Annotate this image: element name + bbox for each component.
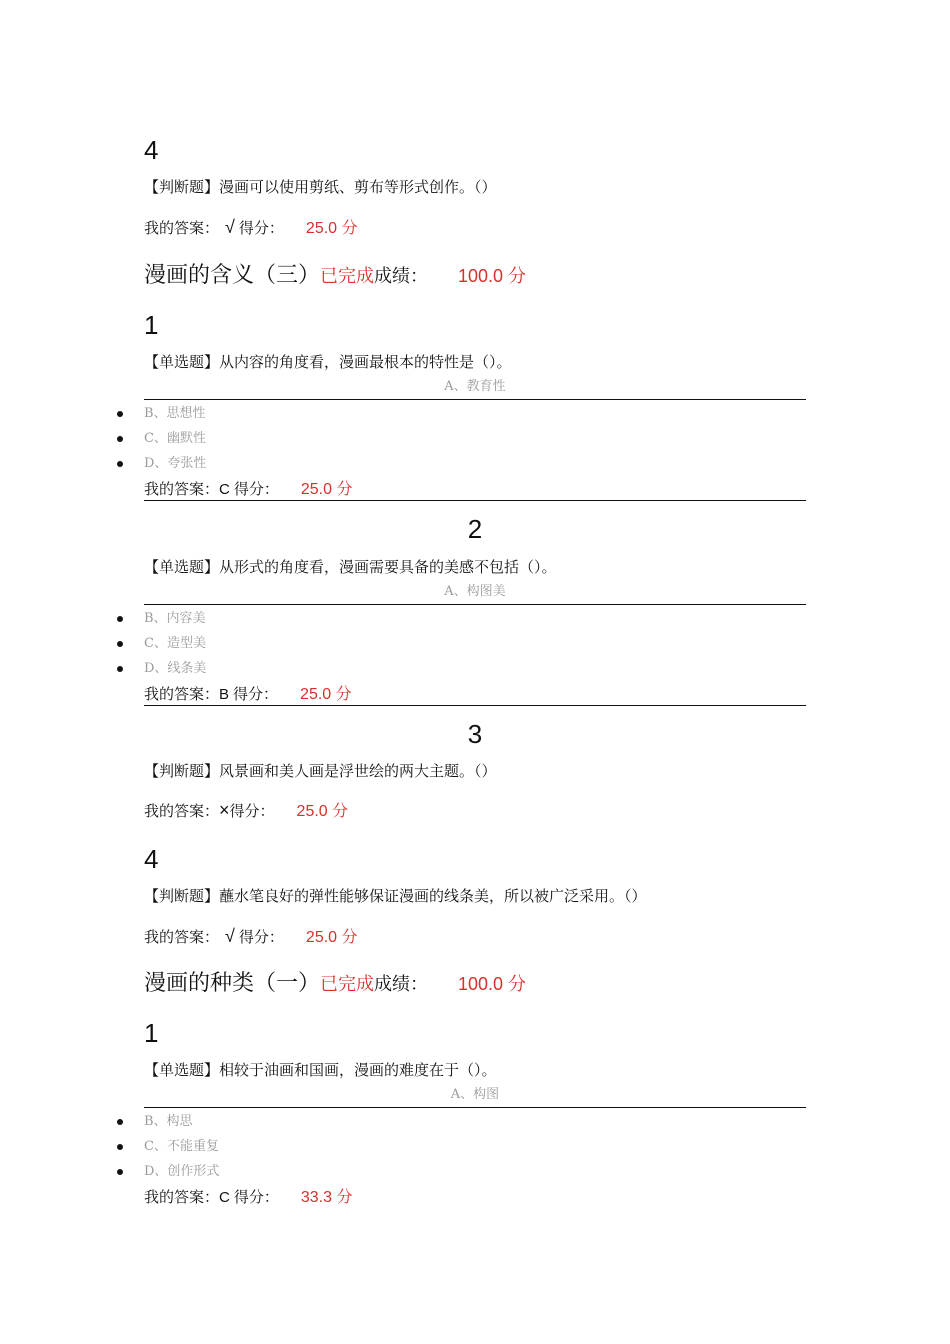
question-number: 1 — [144, 310, 159, 340]
answer-letter: C — [219, 1189, 230, 1206]
check-icon: √ — [225, 217, 235, 237]
option-c: C、不能重复 — [144, 1139, 219, 1154]
option-d: D、夸张性 — [144, 456, 207, 471]
bullet — [117, 411, 123, 417]
question-text: 【单选题】从形式的角度看，漫画需要具备的美感不包括（）。 — [144, 558, 557, 576]
section-total-score: 100.0 分 — [458, 974, 527, 994]
bullet — [117, 1169, 123, 1175]
score-value: 25.0 分 — [305, 220, 358, 237]
score-value: 25.0 分 — [305, 929, 358, 946]
answer-line — [144, 927, 358, 947]
score-value: 25.0 分 — [300, 481, 353, 498]
question-text: 【判断题】漫画可以使用剪纸、剪布等形式创作。（） — [144, 178, 497, 196]
question-text: 【判断题】风景画和美人画是浮世绘的两大主题。（） — [144, 762, 497, 780]
question-number: 4 — [144, 135, 159, 165]
answer-line — [144, 801, 348, 821]
answer-label: 我的答案： — [144, 480, 220, 498]
option-b: B、构思 — [144, 1114, 193, 1129]
divider — [144, 399, 806, 400]
question-number: 1 — [144, 1018, 159, 1048]
score-label: 得分： — [238, 219, 284, 237]
question-number: 4 — [144, 844, 159, 874]
section-heading — [144, 263, 526, 290]
divider — [144, 705, 806, 706]
bullet — [117, 641, 123, 647]
bullet — [117, 1144, 123, 1150]
option-c: C、幽默性 — [144, 431, 206, 446]
option-b: B、思想性 — [144, 406, 206, 421]
section-status: 已完成 — [320, 266, 375, 287]
score-label: 得分： — [238, 928, 284, 946]
answer-line — [144, 1188, 352, 1207]
option-d: D、创作形式 — [144, 1164, 220, 1179]
answer-label: 我的答案： — [144, 928, 220, 946]
section-total-score: 100.0 分 — [458, 266, 527, 286]
answer-letter: B — [219, 686, 230, 703]
question-number: 2 — [467, 514, 483, 544]
score-value: 33.3 分 — [300, 1189, 353, 1206]
score-value: 25.0 分 — [300, 686, 352, 703]
bullet — [117, 1119, 123, 1125]
bullet — [117, 461, 123, 467]
option-a: A、构图美 — [444, 584, 506, 599]
answer-line — [144, 480, 352, 499]
cross-icon: × — [219, 800, 230, 820]
score-label: 得分： — [229, 802, 275, 820]
bullet — [117, 666, 123, 672]
answer-label: 我的答案： — [144, 219, 220, 237]
divider — [144, 500, 806, 501]
score-label: 得分： — [233, 685, 279, 703]
answer-line — [144, 685, 352, 704]
score-label: 得分： — [233, 1188, 279, 1206]
question-text: 【单选题】从内容的角度看，漫画最根本的特性是（）。 — [144, 353, 512, 371]
section-title: 漫画的含义（三） — [144, 263, 321, 288]
option-a: A、教育性 — [444, 379, 506, 394]
score-label: 得分： — [233, 480, 279, 498]
option-d: D、线条美 — [144, 661, 207, 676]
option-c: C、造型美 — [144, 636, 206, 651]
divider — [144, 1107, 806, 1108]
check-icon: √ — [225, 926, 235, 946]
section-title: 漫画的种类（一） — [144, 971, 321, 996]
question-text: 【判断题】蘸水笔良好的弹性能够保证漫画的线条美，所以被广泛采用。（） — [144, 887, 647, 905]
section-status: 已完成 — [320, 974, 375, 995]
bullet — [117, 436, 123, 442]
answer-line — [144, 218, 358, 238]
question-number: 3 — [467, 719, 483, 749]
section-heading — [144, 971, 526, 998]
bullet — [117, 616, 123, 622]
answer-label: 我的答案： — [144, 802, 220, 820]
question-text: 【单选题】相较于油画和国画，漫画的难度在于（）。 — [144, 1061, 497, 1079]
divider — [144, 604, 806, 605]
answer-letter: C — [219, 481, 230, 498]
option-b: B、内容美 — [144, 611, 206, 626]
answer-label: 我的答案： — [144, 685, 220, 703]
option-a: A、构图 — [450, 1087, 500, 1102]
completion-label: 成绩： — [374, 974, 429, 995]
answer-label: 我的答案： — [144, 1188, 220, 1206]
completion-label: 成绩： — [374, 266, 429, 287]
score-value: 25.0 分 — [296, 803, 349, 820]
